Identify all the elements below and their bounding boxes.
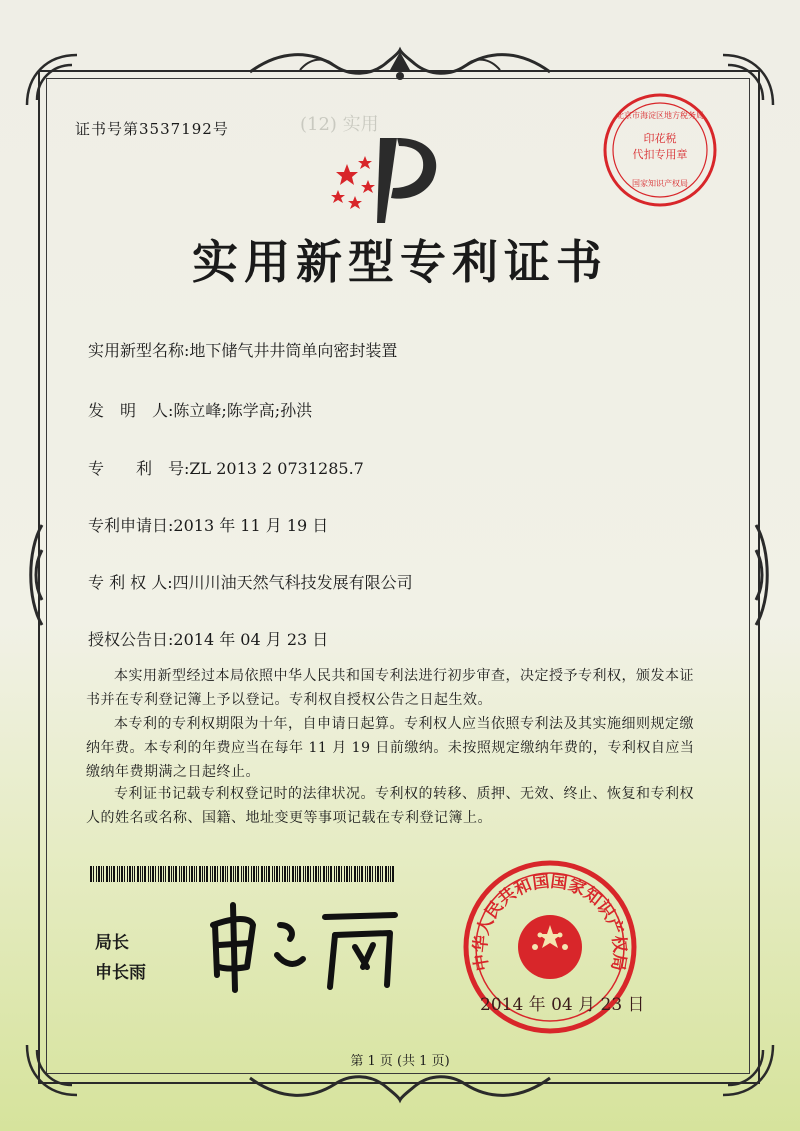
field-patent-number: 专 利 号:ZL 2013 2 0731285.7	[88, 459, 364, 478]
patent-office-emblem-icon	[325, 128, 450, 228]
left-ornament-icon	[22, 520, 50, 630]
tax-stamp-icon	[600, 90, 720, 210]
svg-text:印花税: 印花税	[643, 132, 677, 145]
paragraph-term: 本专利的专利权期限为十年，自申请日起算。专利权人应当依照专利法及其实施细则规定缴纳年费。本专利的年费应当在每年 11 月 19 日前缴纳。未按照规定缴纳年费的，专利权自应当缴纳年费期满之日起终止。	[86, 716, 695, 780]
certificate-title: 实用新型专利证书	[192, 235, 608, 289]
watermark-text: (12) 实用	[300, 114, 379, 135]
field-grant-date: 授权公告日:2014 年 04 月 23 日	[88, 630, 329, 649]
top-ornament-icon	[240, 40, 560, 86]
right-ornament-icon	[748, 520, 776, 630]
seal-text: 中华人民共和国国家知识产权局	[470, 871, 630, 973]
svg-text:国家知识产权局: 国家知识产权局	[632, 179, 688, 188]
corner-ornament-icon	[718, 50, 778, 110]
director-title: 局长	[95, 933, 129, 953]
director-name: 申长雨	[95, 963, 146, 983]
corner-ornament-icon	[718, 1040, 778, 1100]
field-utility-model-name: 实用新型名称:地下储气井井筒单向密封装置	[88, 341, 398, 360]
svg-text:北京市海淀区地方税务局: 北京市海淀区地方税务局	[616, 111, 704, 120]
svg-text:代扣专用章: 代扣专用章	[632, 148, 688, 161]
corner-ornament-icon	[22, 1040, 82, 1100]
field-inventor: 发 明 人:陈立峰;陈学高;孙洪	[88, 401, 313, 420]
corner-ornament-icon	[22, 50, 82, 110]
page-number: 第 1 页 (共 1 页)	[350, 1054, 450, 1069]
paragraph-legal-status: 专利证书记载专利权登记时的法律状况。专利权的转移、质押、无效、终止、恢复和专利权人的姓名或名称、国籍、地址变更等事项记载在专利登记簿上。	[86, 786, 694, 826]
seal-date: 2014 年 04 月 23 日	[480, 995, 645, 1015]
field-application-date: 专利申请日:2013 年 11 月 19 日	[88, 516, 329, 535]
barcode-icon	[90, 866, 400, 882]
director-signature-icon	[195, 895, 415, 995]
bottom-ornament-icon	[240, 1070, 560, 1110]
field-patentee: 专 利 权 人:四川川油天然气科技发展有限公司	[88, 573, 413, 592]
paragraph-grant: 本实用新型经过本局依照中华人民共和国专利法进行初步审查，决定授予专利权，颁发本证书并在专利登记簿上予以登记。专利权自授权公告之日起生效。	[86, 668, 694, 708]
certificate-number: 证书号第3537192号	[75, 120, 229, 138]
